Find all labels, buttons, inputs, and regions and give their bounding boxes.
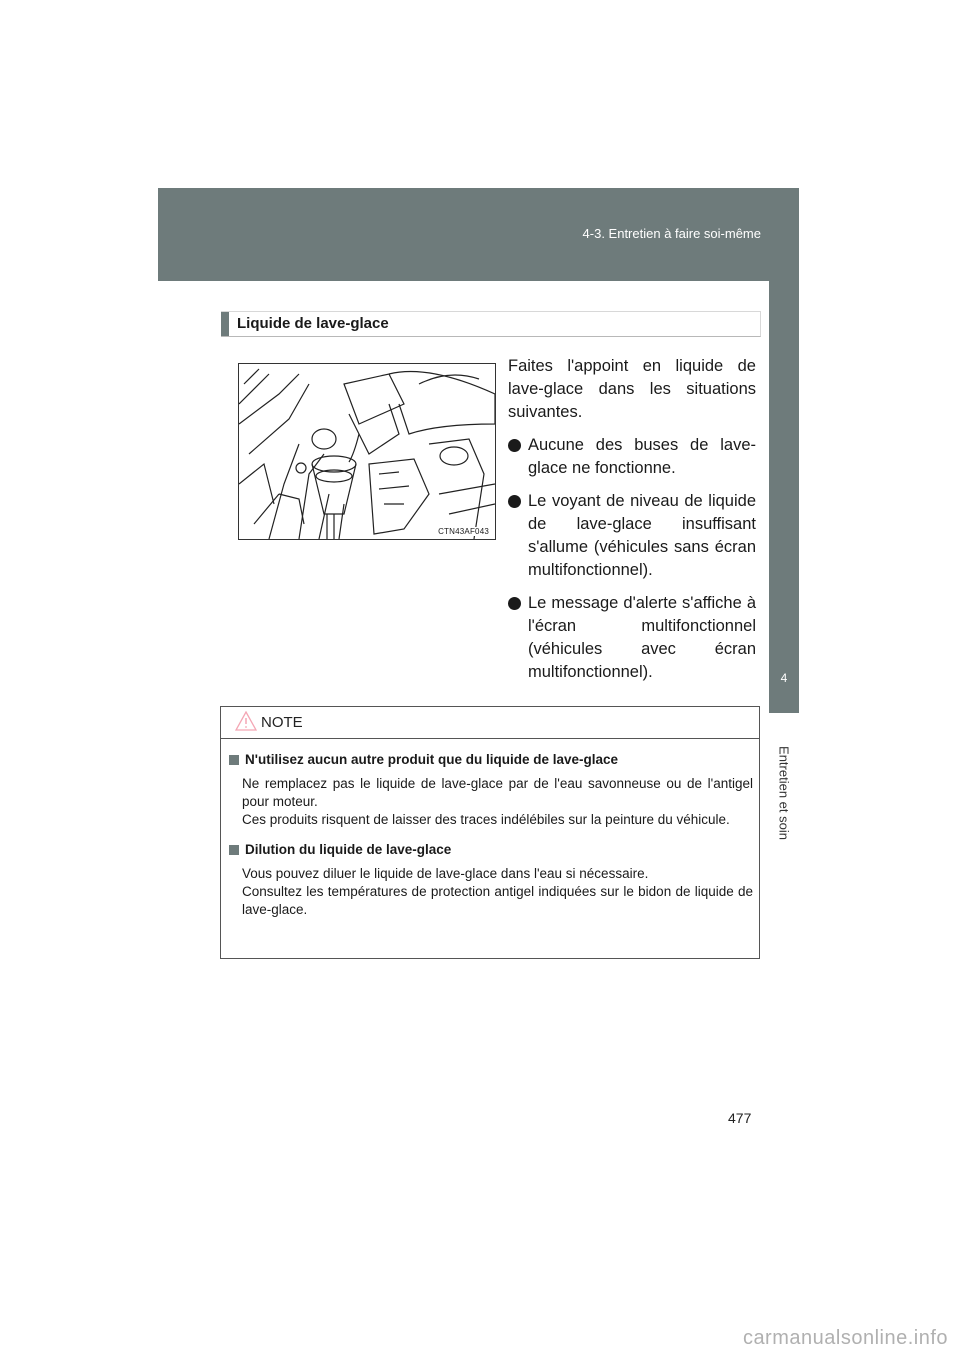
- section-header: [221, 311, 761, 337]
- note-item: [221, 841, 753, 919]
- header-band: [158, 188, 799, 281]
- note-box: [220, 706, 760, 959]
- bullet-dot-icon: [508, 495, 521, 508]
- chapter-tab-label: Entretien et soin: [776, 746, 792, 840]
- section-title: Liquide de lave-glace: [237, 315, 389, 332]
- chapter-tab: [769, 713, 799, 873]
- note-item-body: Ne remplacez pas le liquide de lave-glace par de l'eau savonneuse ou de l'antigel pour moteur. Ces produits risquent de laisser des traces indélébiles sur la peinture du véhicule.: [242, 776, 753, 827]
- warning-triangle-icon: [235, 711, 257, 731]
- body-text: [508, 355, 756, 694]
- chapter-tab-number: 4: [769, 643, 799, 713]
- square-bullet-icon: [229, 845, 239, 855]
- section-breadcrumb: 4-3. Entretien à faire soi-même: [582, 226, 761, 241]
- watermark: carmanualsonline.info: [742, 1327, 948, 1349]
- note-item-title-text: Dilution du liquide de lave-glace: [245, 842, 452, 857]
- page-number: 477: [728, 1110, 752, 1126]
- square-bullet-icon: [229, 755, 239, 765]
- washer-fluid-illustration: [238, 363, 496, 540]
- figure-code: CTN43AF043: [438, 527, 489, 536]
- intro-paragraph: Faites l'appoint en liquide de lave-glace dans les situations suivantes.: [508, 357, 756, 421]
- bullet-text: Le voyant de niveau de liquide de lave-glace insuffisant s'allume (véhicules sans écran multifonctionnel).: [528, 492, 756, 579]
- bullet-item: [508, 490, 756, 582]
- bullet-text: Aucune des buses de lave-glace ne fonctionne.: [528, 436, 756, 477]
- bullet-dot-icon: [508, 439, 521, 452]
- bullet-dot-icon: [508, 597, 521, 610]
- bullet-item: [508, 434, 756, 480]
- bullet-text: Le message d'alerte s'affiche à l'écran multifonctionnel (véhicules avec écran multifonctionnel).: [528, 594, 756, 681]
- section-header-bar: [221, 312, 229, 336]
- note-item-body: Vous pouvez diluer le liquide de lave-glace dans l'eau si nécessaire. Consultez les températures de protection antigel indiquées sur le bidon de liquide de lave-glace.: [242, 866, 753, 917]
- note-item-title: [221, 841, 753, 859]
- note-label: NOTE: [261, 714, 303, 731]
- engine-bay-drawing: [239, 364, 495, 539]
- note-item: [221, 751, 753, 829]
- bullet-item: [508, 592, 756, 684]
- note-header: [221, 707, 759, 739]
- side-band: [769, 281, 799, 643]
- note-item-title: [221, 751, 753, 769]
- note-item-title-text: N'utilisez aucun autre produit que du liquide de lave-glace: [245, 752, 619, 767]
